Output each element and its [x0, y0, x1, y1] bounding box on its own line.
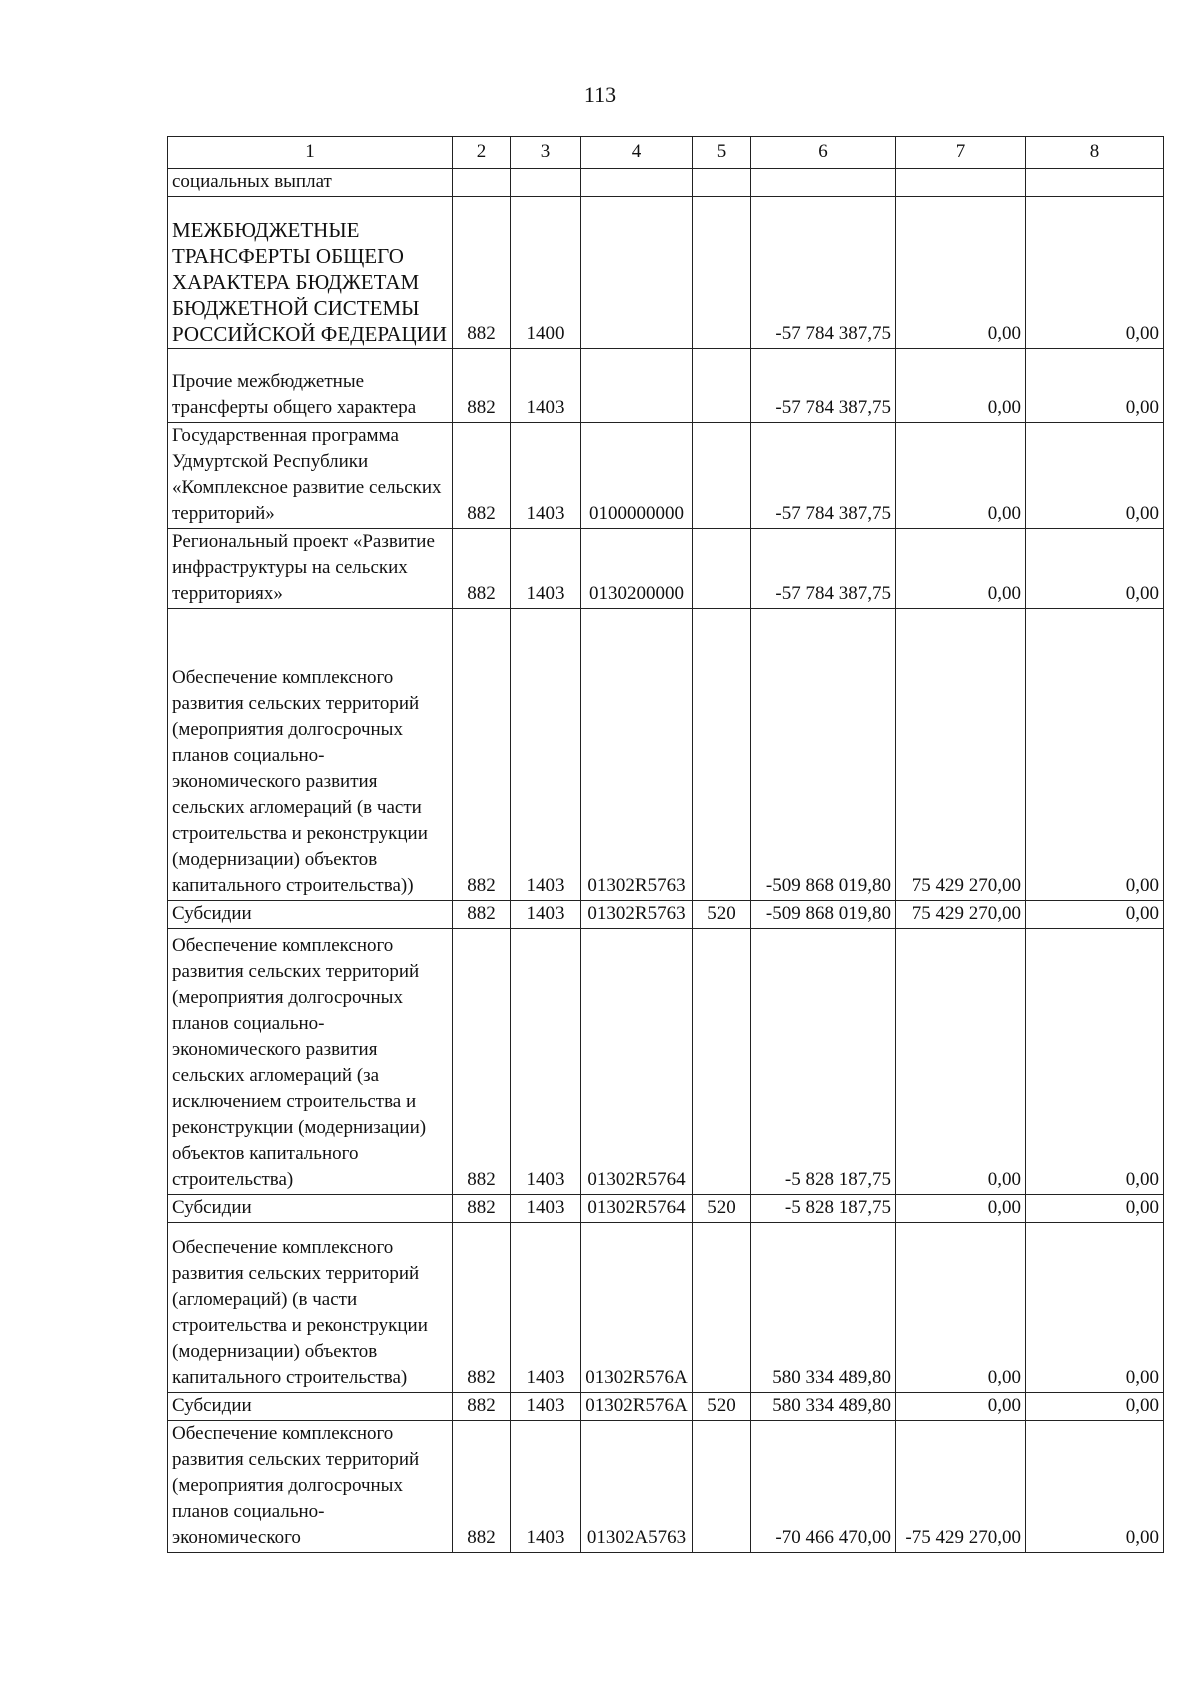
row-name: Обеспечение комплексного развития сельских территорий (мероприятия долгосрочных планов социально-экономического развития сельских агломераций (за исключением строительства и реконструкции (модернизации) объектов капитального строительства)	[168, 929, 453, 1195]
cell-amount-col8: 0,00	[1026, 529, 1164, 609]
table-row	[168, 1421, 1164, 1553]
cell-ministry-code: 882	[453, 1223, 511, 1393]
cell-amount-col6	[751, 169, 896, 197]
cell-amount-col7: -75 429 270,00	[896, 1421, 1026, 1553]
cell-target-article: 01302R576A	[581, 1393, 693, 1421]
table-row	[168, 1393, 1164, 1421]
page-number: 113	[583, 82, 617, 107]
cell-target-article	[581, 169, 693, 197]
cell-amount-col6: 580 334 489,80	[751, 1393, 896, 1421]
column-header: 3	[511, 137, 581, 169]
cell-amount-col7: 0,00	[896, 197, 1026, 349]
cell-expense-type	[693, 1223, 751, 1393]
column-header: 2	[453, 137, 511, 169]
cell-expense-type: 520	[693, 1393, 751, 1421]
cell-section-code: 1403	[511, 1421, 581, 1553]
cell-section-code: 1403	[511, 349, 581, 423]
cell-expense-type: 520	[693, 901, 751, 929]
cell-target-article	[581, 197, 693, 349]
cell-expense-type	[693, 349, 751, 423]
cell-amount-col6: 580 334 489,80	[751, 1223, 896, 1393]
cell-amount-col6: -57 784 387,75	[751, 423, 896, 529]
table-row	[168, 529, 1164, 609]
cell-ministry-code: 882	[453, 1393, 511, 1421]
cell-section-code: 1403	[511, 1393, 581, 1421]
column-header: 1	[168, 137, 453, 169]
cell-section-code: 1403	[511, 929, 581, 1195]
column-header: 7	[896, 137, 1026, 169]
cell-section-code	[511, 169, 581, 197]
cell-ministry-code: 882	[453, 609, 511, 901]
cell-expense-type	[693, 423, 751, 529]
table-row	[168, 169, 1164, 197]
table-row	[168, 349, 1164, 423]
cell-amount-col6: -5 828 187,75	[751, 929, 896, 1195]
table-row	[168, 423, 1164, 529]
row-name: Государственная программа Удмуртской Республики «Комплексное развитие сельских территорий»	[168, 423, 453, 529]
cell-ministry-code: 882	[453, 1195, 511, 1223]
cell-section-code: 1403	[511, 609, 581, 901]
cell-amount-col8: 0,00	[1026, 423, 1164, 529]
cell-amount-col8: 0,00	[1026, 1223, 1164, 1393]
cell-amount-col6: -57 784 387,75	[751, 197, 896, 349]
cell-amount-col8: 0,00	[1026, 1195, 1164, 1223]
cell-expense-type	[693, 529, 751, 609]
cell-section-code: 1403	[511, 423, 581, 529]
cell-amount-col8: 0,00	[1026, 929, 1164, 1195]
cell-amount-col7: 0,00	[896, 423, 1026, 529]
cell-target-article	[581, 349, 693, 423]
cell-ministry-code: 882	[453, 529, 511, 609]
row-name: Обеспечение комплексного развития сельских территорий (мероприятия долгосрочных планов социально-экономического развития сельских агломераций (в части строительства и реконструкции (модернизации) объектов капитального строительства))	[168, 609, 453, 901]
cell-ministry-code: 882	[453, 423, 511, 529]
column-header: 6	[751, 137, 896, 169]
cell-target-article: 0100000000	[581, 423, 693, 529]
cell-expense-type	[693, 609, 751, 901]
cell-expense-type	[693, 929, 751, 1195]
cell-amount-col6: -57 784 387,75	[751, 349, 896, 423]
cell-ministry-code: 882	[453, 1421, 511, 1553]
cell-ministry-code: 882	[453, 197, 511, 349]
column-header: 8	[1026, 137, 1164, 169]
cell-amount-col8: 0,00	[1026, 901, 1164, 929]
cell-amount-col7: 75 429 270,00	[896, 901, 1026, 929]
cell-expense-type	[693, 1421, 751, 1553]
cell-amount-col7: 0,00	[896, 349, 1026, 423]
cell-amount-col6: -5 828 187,75	[751, 1195, 896, 1223]
column-header: 4	[581, 137, 693, 169]
cell-amount-col7: 0,00	[896, 929, 1026, 1195]
cell-ministry-code: 882	[453, 901, 511, 929]
row-name: Обеспечение комплексного развития сельских территорий (агломераций) (в части строительства и реконструкции (модернизации) объектов капитального строительства)	[168, 1223, 453, 1393]
cell-amount-col8: 0,00	[1026, 197, 1164, 349]
table-row	[168, 929, 1164, 1195]
cell-amount-col8	[1026, 169, 1164, 197]
cell-expense-type	[693, 169, 751, 197]
cell-amount-col7: 0,00	[896, 1223, 1026, 1393]
cell-amount-col7	[896, 169, 1026, 197]
budget-table	[167, 136, 1164, 1553]
column-header: 5	[693, 137, 751, 169]
cell-section-code: 1400	[511, 197, 581, 349]
cell-amount-col6: -509 868 019,80	[751, 609, 896, 901]
table-row	[168, 609, 1164, 901]
cell-target-article: 01302R5763	[581, 901, 693, 929]
cell-target-article: 01302R5764	[581, 929, 693, 1195]
cell-expense-type	[693, 197, 751, 349]
cell-target-article: 0130200000	[581, 529, 693, 609]
row-name: Прочие межбюджетные трансферты общего характера	[168, 349, 453, 423]
cell-amount-col6: -57 784 387,75	[751, 529, 896, 609]
cell-amount-col6: -70 466 470,00	[751, 1421, 896, 1553]
cell-amount-col8: 0,00	[1026, 609, 1164, 901]
table-header-row	[168, 137, 1164, 169]
cell-section-code: 1403	[511, 1223, 581, 1393]
cell-amount-col8: 0,00	[1026, 349, 1164, 423]
cell-amount-col8: 0,00	[1026, 1393, 1164, 1421]
cell-amount-col8: 0,00	[1026, 1421, 1164, 1553]
cell-target-article: 01302R5763	[581, 609, 693, 901]
row-name: МЕЖБЮДЖЕТНЫЕ ТРАНСФЕРТЫ ОБЩЕГО ХАРАКТЕРА БЮДЖЕТАМ БЮДЖЕТНОЙ СИСТЕМЫ РОССИЙСКОЙ ФЕДЕРАЦИИ	[168, 197, 453, 349]
cell-target-article: 01302R576A	[581, 1223, 693, 1393]
cell-section-code: 1403	[511, 529, 581, 609]
row-name: Субсидии	[168, 1393, 453, 1421]
cell-target-article: 01302R5764	[581, 1195, 693, 1223]
cell-section-code: 1403	[511, 1195, 581, 1223]
cell-ministry-code	[453, 169, 511, 197]
cell-section-code: 1403	[511, 901, 581, 929]
cell-ministry-code: 882	[453, 349, 511, 423]
cell-expense-type: 520	[693, 1195, 751, 1223]
row-name: Обеспечение комплексного развития сельских территорий (мероприятия долгосрочных планов социально-экономического	[168, 1421, 453, 1553]
cell-target-article: 01302A5763	[581, 1421, 693, 1553]
row-name: Региональный проект «Развитие инфраструктуры на сельских территориях»	[168, 529, 453, 609]
row-name: социальных выплат	[168, 169, 453, 197]
cell-amount-col7: 0,00	[896, 1195, 1026, 1223]
cell-amount-col7: 75 429 270,00	[896, 609, 1026, 901]
row-name: Субсидии	[168, 901, 453, 929]
table-row	[168, 1223, 1164, 1393]
cell-amount-col7: 0,00	[896, 1393, 1026, 1421]
cell-amount-col7: 0,00	[896, 529, 1026, 609]
table-row	[168, 197, 1164, 349]
table-row	[168, 1195, 1164, 1223]
row-name: Субсидии	[168, 1195, 453, 1223]
cell-ministry-code: 882	[453, 929, 511, 1195]
table-row	[168, 901, 1164, 929]
cell-amount-col6: -509 868 019,80	[751, 901, 896, 929]
